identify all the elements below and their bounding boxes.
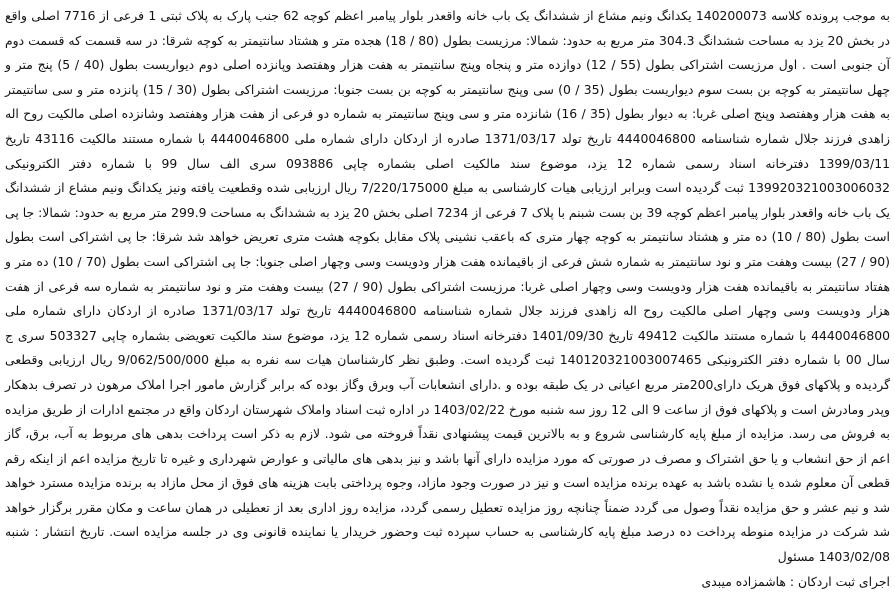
notice-signature-line: اجرای ثبت اردکان : هاشمزاده میبدی [701, 573, 890, 589]
notice-body-text: به موجب پرونده کلاسه 140200073 یکدانگ ونیم مشاع از ششدانگ یک باب خانه واقعدر بلوار پیامبر اعظم کوچه 62 جنب پارک به پلاک ثبتی 1 فرعی از 7716 اصلی واقع در بخش 20 یزد به مساحت ششدانگ 304.3 متر مربع به حدود: شمالا: مرزیست بطول (80 / 18) هجده متر و هشتاد سانتیمتر به کوچه شرقا: در سه قسمت که قسمت دوم آن جنوبی است . اول مرزیست اشتراکی بطول (55 / 12) دوازده متر و پنجاه وپنج سانتیمتر به هفت هزار وهفتصد وپانزده اصلی دوم دیواریست بطول (40 / 5) پنج متر و چهل سانتیمتر به کوچه بن بست سوم دیواریست بطول (35 / 0) سی وپنج سانتیمتر به کوچه بن بست جنوبا: مرزیست اشتراکی بطول (30 / 15) پانزده متر و سی سانتیمتر به هفت هزار وهفتصد وپنج اصلی غربا: به دیوار بطول (35 / 16) شانزده متر و سی وپنج سانتیمتر به شماره دو فرعی از هفت هزار وهفتصد وشانزده اصلی مالکیت روح اله زاهدی فرزند جلال شماره شناسنامه 4440046800 تاریخ تولد 1371/03/17 صادره از اردکان دارای شماره ملی 4440046800 با شماره مستند مالکیت 43116 تاریخ 1399/03/11 دفترخانه اسناد رسمی شماره 12 یزد، موضوع سند مالکیت اصلی بشماره چاپی 093886 سری الف سال 99 با شماره دفتر الکترونیکی 139920321003006032 ثبت گردیده است وبرابر ارزیابی هیات کارشناسی به مبلغ 7/220/175000 ریال ارزیابی شده وقطعیت یافته ونیز یکدانگ ونیم مشاع از ششدانگ یک باب خانه واقعدر بلوار پیامبر اعظم کوچه 39 بن بست شبنم با پلاک 7 فرعی از 7234 اصلی بخش 20 یزد به ششدانگ به مساحت 299.9 متر مربع به حدود: شمالا: جا پی است بطول (80 / 10) ده متر و هشتاد سانتیمتر به کوچه چهار متری که باعقب نشینی پلاک مقابل بکوچه هشت متری تعریض خواهد شد شرقا: جا پی اشتراکی است بطول (90 / 27) بیست وهفت متر و نود سانتیمتر به شماره شش فرعی از باقیمانده هفت هزار ودویست وسی وچهار اصلی جنوبا: جا پی اشتراکی است بطول (70 / 10) ده متر و هفتاد سانتیمتر به باقیمانده هفت هزار ودویست وسی وچهار اصلی غربا: مرزیست اشتراکی بطول (90 / 27) بیست وهفت متر و نود سانتیمتر به شماره سه فرعی از هفت هزار ودویست وسی وچهار اصلی مالکیت روح اله زاهدی فرزند جلال شماره شناسنامه 4440046800 تاریخ تولد 1371/03/17 صادره از اردکان دارای شماره ملی 4440046800 با شماره مستند مالکیت 49412 تاریخ 1401/09/30 دفترخانه اسناد رسمی شماره 12 یزد، موضوع سند مالکیت تعویضی بشماره چاپی 503327 سری ج سال 00 با شماره دفتر الکترونیکی 140120321003007465 ثبت گردیده است. وطبق نظر کارشناسان هیات سه نفره به مبلغ 9/062/500/000 ریال ارزیابی وقطعی گردیده و پلاکهای فوق هریک دارای200متر مربع اعیانی در یک طبقه بوده و .دارای انشعابات آب وبرق وگاز بوده که برابر گزارش مامور اجرا املاک مرهون در تصرف بدهکار وپدر ومادرش است و پلاکهای فوق از ساعت 9 الی 12 روز سه شنبه مورخ 1403/02/22 در اداره ثبت اسناد واملاک شهرستان اردکان واقع در مجتمع ادارات از طریق مزایده به فروش می رسد. مزایده از مبلغ پایه کارشناسی شروع و به بالاترین قیمت پیشنهادی نقداً فروخته می شود. لازم به ذکر است پرداخت بدهی های مربوط به آب، برق، گاز اعم از حق انشعاب و یا حق اشتراک و مصرف در صورتی که مورد مزایده دارای آنها باشد و نیز بدهی های مالیاتی و عوارض شهرداری و غیره تا تاریخ مزایده اعم از اینکه رقم قطعی آن معلوم شده یا نشده باشد به عهده برنده مزایده است و نیز در صورت وجود مازاد، وجوه پرداختی بابت هزینه های فوق از محل مازاد به برنده مزایده مسترد خواهد شد و نیم عشر و حق مزایده نقداً وصول می گردد ضمناً چنانچه روز مزایده تعطیل رسمی گردد، مزایده روز اداری بعد از تعطیلی در همان ساعت و مکان مقرر برگزار خواهد شد شرکت در مزایده منوطه پرداخت ده درصد مبلغ پایه کارشناسی به حساب سپرده ثبت وحضور خریدار یا نماینده قانونی وی در جلسه مزایده است. تاریخ انتشار : شنبه 1403/02/08 مسئول [5, 8, 891, 565]
